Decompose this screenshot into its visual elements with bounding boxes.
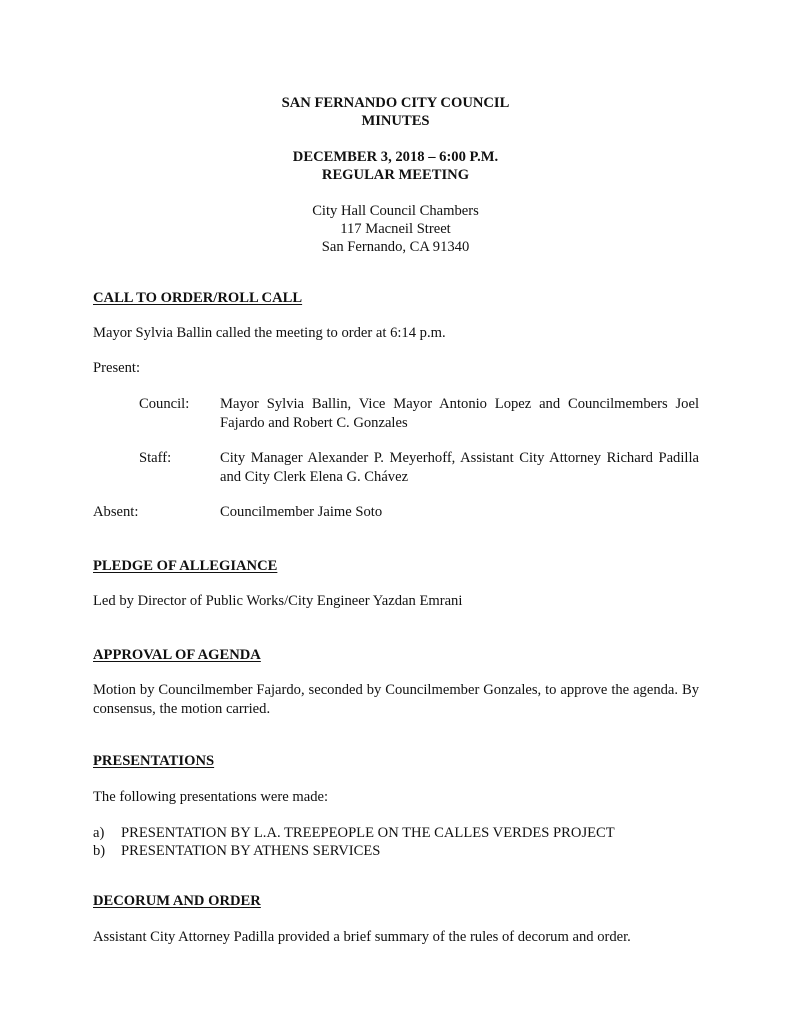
decorum-heading: DECORUM AND ORDER — [93, 893, 261, 909]
meeting-date-time: DECEMBER 3, 2018 – 6:00 P.M. — [292, 149, 499, 165]
location-line-3: San Fernando, CA 91340 — [321, 239, 470, 255]
list-item — [93, 824, 615, 843]
decorum-text: Assistant City Attorney Padilla provided a brief summary of the rules of decorum and order. — [93, 929, 631, 945]
absent-members: Councilmember Jaime Soto — [220, 504, 383, 520]
council-label: Council: — [139, 396, 190, 412]
absent-label: Absent: — [93, 504, 139, 520]
doc-type: MINUTES — [361, 113, 430, 129]
list-marker: a) — [93, 825, 105, 841]
meeting-type: REGULAR MEETING — [321, 167, 470, 183]
presentations-intro: The following presentations were made: — [93, 789, 329, 805]
roll-call-heading: CALL TO ORDER/ROLL CALL — [93, 290, 303, 306]
location-line-2: 117 Macneil Street — [340, 221, 451, 237]
org-title: SAN FERNANDO CITY COUNCIL — [281, 95, 510, 111]
council-members: Mayor Sylvia Ballin, Vice Mayor Antonio Lopez and Councilmembers Joel Fajardo and Robert C. Gonzales — [220, 396, 699, 431]
pledge-heading: PLEDGE OF ALLEGIANCE — [93, 558, 278, 574]
agenda-text: Motion by Councilmember Fajardo, seconded by Councilmember Gonzales, to approve the agenda. By consensus, the motion carried. — [93, 682, 699, 717]
roll-call-intro: Mayor Sylvia Ballin called the meeting to order at 6:14 p.m. — [93, 325, 446, 341]
staff-members: City Manager Alexander P. Meyerhoff, Assistant City Attorney Richard Padilla and City Clerk Elena G. Chávez — [220, 450, 699, 485]
list-item — [93, 842, 380, 861]
pledge-text: Led by Director of Public Works/City Engineer Yazdan Emrani — [93, 593, 463, 609]
list-marker: b) — [93, 843, 106, 859]
present-label: Present: — [93, 360, 141, 376]
list-item-text: PRESENTATION BY ATHENS SERVICES — [121, 843, 381, 859]
agenda-heading: APPROVAL OF AGENDA — [93, 647, 261, 663]
location-line-1: City Hall Council Chambers — [312, 203, 479, 219]
list-item-text: PRESENTATION BY L.A. TREEPEOPLE ON THE CALLES VERDES PROJECT — [121, 825, 615, 841]
presentations-heading: PRESENTATIONS — [93, 753, 215, 769]
staff-label: Staff: — [139, 450, 172, 466]
